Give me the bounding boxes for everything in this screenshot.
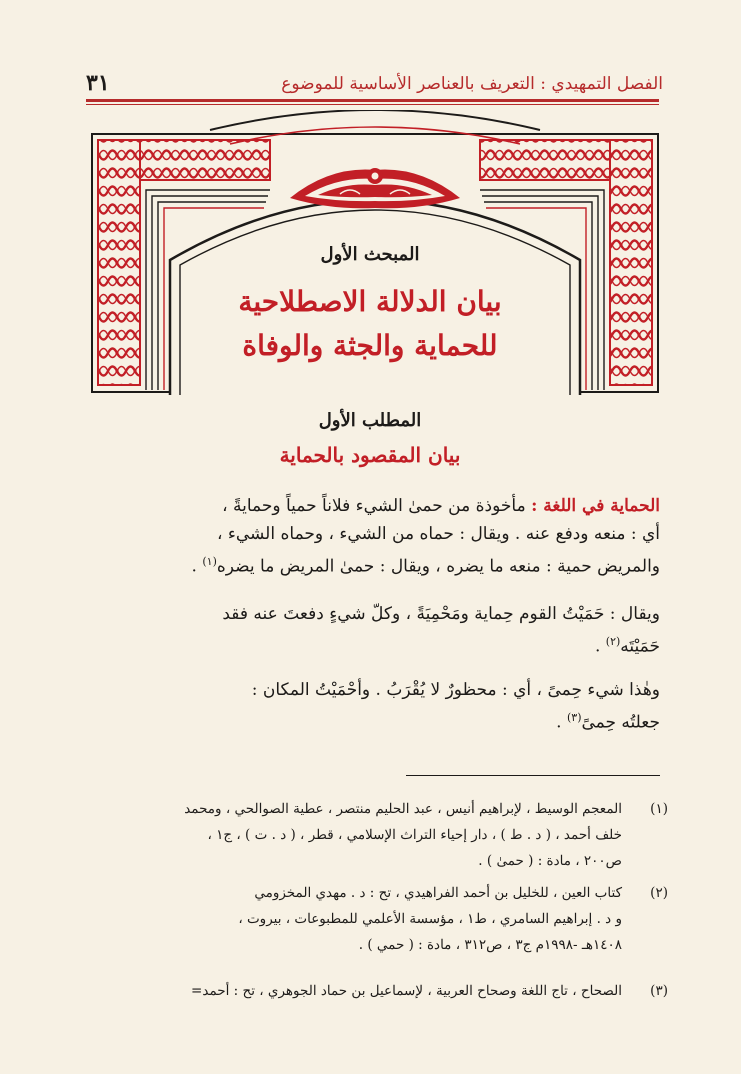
footnote-2-line-2: و د . إبراهيم السامري ، ط١ ، مؤسسة الأعلمي للمطبوعات ، بيروت ،: [238, 911, 622, 927]
footnote-number: (١): [650, 801, 668, 817]
paragraph-2-line-2: حَمَيْتَه: [620, 636, 660, 657]
section-title: [140, 280, 600, 368]
footnote-3-line-1: الصحاح ، تاج اللغة وصحاح العربية ، لإسماعيل بن حماد الجوهري ، تح : أحمد=: [191, 983, 622, 999]
paragraph-3-line-1: وهٰذا شيء حِمىً ، أي : محظورٌ لا يُقْرَبُ . وأحْمَيْتُ المكان :: [251, 680, 660, 700]
paragraph-3: وهٰذا شيء حِمىً ، أي : محظورٌ لا يُقْرَبُ . وأحْمَيْتُ المكان : جعلتُه حِمىً$^{(٣)}$ .: [86, 676, 660, 737]
footnote-1-line-2: خلف أحمد ، ( د . ط ) ، دار إحياء التراث الإسلامي ، قطر ، ( د . ت ) ، ج١ ،: [207, 827, 622, 843]
footnote-2-line-1: كتاب العين ، للخليل بن أحمد الفراهيدي ، تح : د . مهدي المخزومي: [254, 885, 622, 901]
footnote-ref-2[interactable]: (٢): [605, 635, 621, 648]
defined-term: الحماية في اللغة :: [531, 496, 660, 516]
paragraph-2: ويقال : حَمَيْتُ القوم حِماية ومَحْمِيَةً ، وكلّ شيءٍ دفعتَ عنه فقد حَمَيْتَه$^{(٢)}$ .: [86, 600, 660, 661]
footnote-1: [82, 796, 668, 874]
footnote-number: (٢): [650, 885, 668, 901]
paragraph-1-line-2: أي : منعه ودفع عنه . ويقال : حماه من الشيء ، وحماه الشيء ،: [216, 524, 660, 544]
subsection-title: بيان المقصود بالحماية: [279, 443, 461, 467]
footnote-ref-1[interactable]: (١): [202, 555, 217, 568]
subsection-label: المطلب الأول: [318, 410, 422, 431]
paragraph-1: الحماية في اللغة : مأخوذة من حمىٰ الشيء فلاناً حمياً وحمايةً ، أي : منعه ودفع عنه . ويقال : حماه من الشيء ، وحماه الشيء ، والمريض حمية : منعه ما يضره ، ويقال : حمىٰ المريض ما يضره$^{(١)}$ .: [86, 492, 660, 581]
paragraph-2-line-1: ويقال : حَمَيْتُ القوم حِماية ومَحْمِيَةً ، وكلّ شيءٍ دفعتَ عنه فقد: [222, 604, 660, 624]
footnote-3: [82, 978, 668, 1004]
section-title-line-1: بيان الدلالة الاصطلاحية: [238, 285, 502, 318]
paragraph-3-line-2: جعلتُه حِمىً: [581, 712, 660, 733]
footnote-2-line-3: ١٤٠٨هـ -١٩٩٨م ج٣ ، ص٣١٢ ، مادة : ( حمي ) .: [358, 937, 622, 953]
section-title-line-2: للحماية والجثة والوفاة: [242, 329, 498, 362]
footnote-ref-3[interactable]: (٣): [566, 711, 582, 724]
section-label: المبحث الأول: [320, 244, 420, 265]
header-rule-thin: [86, 104, 659, 105]
chapter-title: الفصل التمهيدي : التعريف بالعناصر الأساسية للموضوع: [281, 74, 663, 94]
footnote-2: [82, 880, 668, 958]
footnote-number: (٣): [650, 983, 668, 999]
page-number: ٣١: [86, 70, 110, 96]
footnote-1-line-3: ص٢٠٠ ، مادة : ( حمىٰ ) .: [478, 853, 622, 869]
footnote-separator: [406, 775, 660, 776]
paragraph-1-line-1: مأخوذة من حمىٰ الشيء فلاناً حمياً وحمايةً ،: [222, 496, 526, 516]
footnote-1-line-1: المعجم الوسيط ، لإبراهيم أنيس ، عبد الحليم منتصر ، عطية الصوالحي ، ومحمد: [184, 801, 622, 817]
header-rule: [86, 99, 659, 102]
paragraph-1-line-3: والمريض حمية : منعه ما يضره ، ويقال : حمىٰ المريض ما يضره: [216, 556, 660, 577]
